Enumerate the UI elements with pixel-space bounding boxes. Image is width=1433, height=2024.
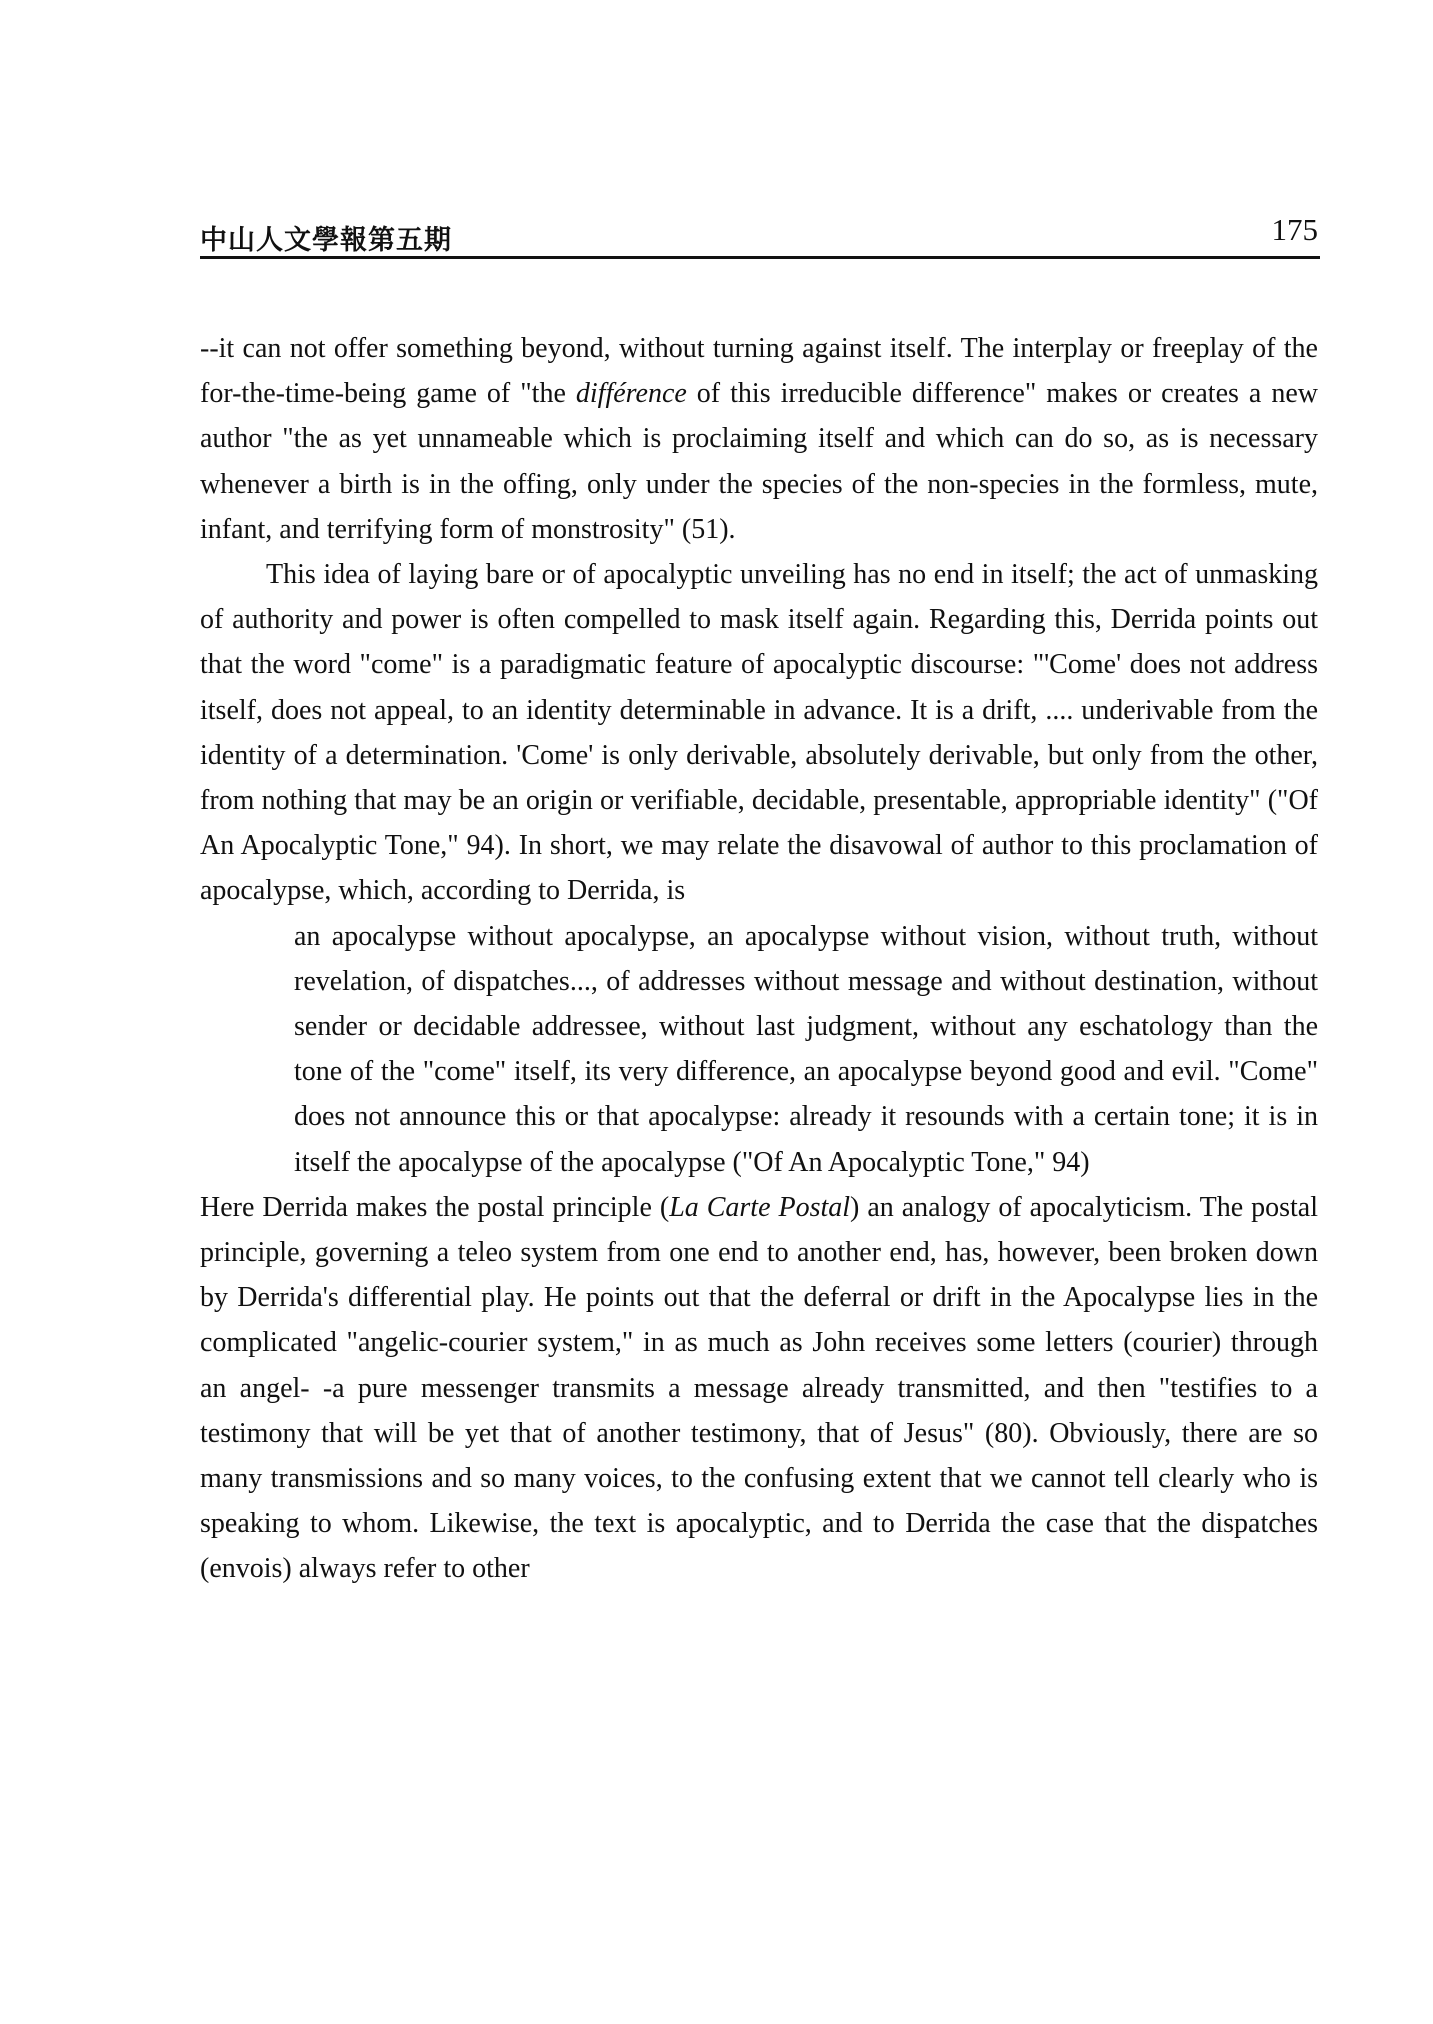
paragraph-1 bbox=[200, 326, 1318, 552]
page-number: 175 bbox=[1271, 212, 1318, 247]
article-body bbox=[200, 326, 1318, 1592]
paragraph-1-italic-term: différence bbox=[575, 378, 687, 410]
paragraph-3-italic-title: La Carte Postal bbox=[669, 1191, 851, 1223]
paragraph-3 bbox=[200, 1185, 1318, 1592]
journal-title: 中山人文學報第五期 bbox=[200, 225, 452, 256]
paragraph-1-text-b: of this irreducible difference" makes or creates a new author "the as yet unnameable which is proclaiming itself and which can do so, as is necessary whenever a birth is in the offing, only under the species of the non-species in the formless, mute, infant, and terrifying form of monstrosity" (51). bbox=[200, 378, 1318, 545]
running-header bbox=[200, 212, 1320, 259]
paragraph-3-text-b: ) an analogy of apocalyticism. The postal principle, governing a teleo system from one end to another end, has, however, been broken down by Derrida's differential play. He points out that the deferral or drift in the Apocalypse lies in the complicated "angelic-courier system," in as much as John receives some letters (courier) through an angel- -a pure messenger transmits a message already transmitted, and then "testifies to a testimony that will be yet that of another testimony, that of Jesus" (80). Obviously, there are so many transmissions and so many voices, to the confusing extent that we cannot tell clearly who is speaking to whom. Likewise, the text is apocalyptic, and to Derrida the case that the dispatches (envois) always refer to other bbox=[200, 1191, 1318, 1585]
block-quote: an apocalypse without apocalypse, an apocalypse without vision, without truth, without revelation, of dispatches..., of addresses without message and without destination, without sender or decidable addressee, without last judgment, without any eschatology than the tone of the "come" itself, its very difference, an apocalypse beyond good and evil. "Come" does not announce this or that apocalypse: already it resounds with a certain tone; it is in itself the apocalypse of the apocalypse ("Of An Apocalyptic Tone," 94) bbox=[294, 920, 1318, 1178]
paragraph-1-text-a: --it can not offer something beyond, without turning against itself. The interplay or freeplay of the for-the-time-being game of "the bbox=[200, 333, 1318, 410]
paragraph-2: This idea of laying bare or of apocalyptic unveiling has no end in itself; the act of unmasking of authority and power is often compelled to mask itself again. Regarding this, Derrida points out that the word "come" is a paradigmatic feature of apocalyptic discourse: "'Come' does not address itself, does not appeal, to an identity determinable in advance. It is a drift, .... underivable from the identity of a determination. 'Come' is only derivable, absolutely derivable, but only from the other, from nothing that may be an origin or verifiable, decidable, presentable, appropriable identity" ("Of An Apocalyptic Tone," 94). In short, we may relate the disavowal of author to this proclamation of apocalypse, which, according to Derrida, is bbox=[200, 559, 1318, 907]
paragraph-3-text-a: Here Derrida makes the postal principle ( bbox=[200, 1191, 670, 1223]
